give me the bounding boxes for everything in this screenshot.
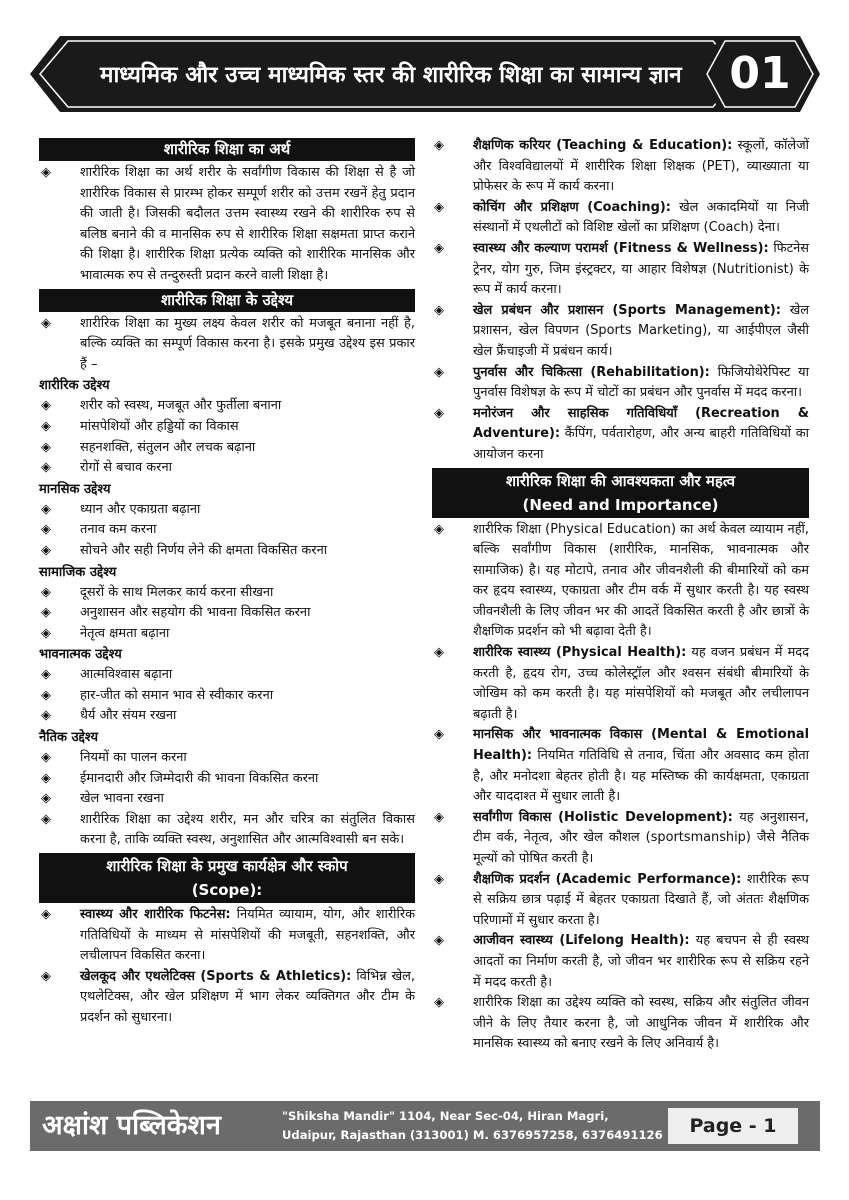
diamond-bullet-icon: ◈	[434, 521, 444, 537]
right-column	[432, 136, 809, 1055]
diamond-bullet-icon: ◈	[434, 405, 444, 421]
section-title-need: शारीरिक शिक्षा की आवश्यकता और महत्व (Need and Importance)	[432, 468, 809, 518]
diamond-bullet-icon: ◈	[41, 522, 51, 538]
list-item: ◈ अनुशासन और सहयोग की भावना विकसित करना	[39, 603, 415, 624]
diamond-bullet-icon: ◈	[41, 584, 51, 600]
publisher-brand: अक्षांश पब्लिकेशन	[42, 1110, 221, 1141]
list-item: ◈ नियमों का पालन करना	[39, 748, 415, 769]
subheading-social: सामाजिक उद्देश्य	[39, 564, 117, 580]
diamond-bullet-icon: ◈	[434, 995, 444, 1011]
list-item: ◈ सोचने और सही निर्णय लेने की क्षमता विकसित करना	[39, 541, 415, 562]
list-item: ◈ शरीर को स्वस्थ, मजबूत और फुर्तीला बनाना	[39, 396, 415, 417]
list-item: ◈ पुनर्वास और चिकित्सा (Rehabilitation): फिजियोथेरेपिस्ट या पुनर्वास विशेषज्ञ के रूप में चोटों का प्रबंधन और पुनर्वास में मदद करना।	[434, 364, 809, 401]
diamond-bullet-icon: ◈	[41, 667, 51, 683]
list-item: ◈ नेतृत्व क्षमता बढ़ाना	[39, 624, 415, 645]
list-item: ◈ कोचिंग और प्रशिक्षण (Coaching): खेल अकादमियों या निजी संस्थानों में एथलीटों को विशिष्ट खेलों का प्रशिक्षण (Coach) देना।	[434, 199, 809, 236]
subheading-physical: शारीरिक उद्देश्य	[39, 378, 110, 394]
list-item: ◈ खेलकूद और एथलेटिक्स (Sports & Athletics): विभिन्न खेल, एथलेटिक्स, और खेल प्रशिक्षण में भाग लेकर व्यक्तिगत और टीम के प्रदर्शन को सुधारना।	[41, 968, 415, 1025]
diamond-bullet-icon: ◈	[41, 750, 51, 766]
list-item: ◈ आजीवन स्वास्थ्य (Lifelong Health): यह बचपन से ही स्वस्थ आदतों का निर्माण करती है, जो जीवन भर शारीरिक रूप से सक्रिय रहने में मदद करती है।	[434, 933, 810, 990]
list-item: ◈ शारीरिक स्वास्थ्य (Physical Health): यह वजन प्रबंधन में मदद करती है, हृदय रोग, उच्च कोलेस्ट्रॉल और श्वसन संबंधी बीमारियों के जोखिम को कम करती है। यह मांसपेशियों को मजबूत और लचीलापन बढ़ाती है।	[434, 645, 809, 722]
diamond-bullet-icon: ◈	[434, 302, 444, 318]
diamond-bullet-icon: ◈	[41, 811, 51, 827]
list-item: ◈ ध्यान और एकाग्रता बढ़ाना	[39, 500, 415, 521]
list-item: ◈ शैक्षणिक करियर (Teaching & Education): स्कूलों, कॉलेजों और विश्वविद्यालयों में शारीरिक शिक्षा शिक्षक (PET), व्याख्याता या प्रोफेसर के रूप में कार्य करना।	[434, 138, 809, 195]
list-item: ◈ स्वास्थ्य और शारीरिक फिटनेस: नियमित व्यायाम, योग, और शारीरिक गतिविधियों के माध्यम से मांसपेशियों की मजबूती, सहनशक्ति, और लचीलापन विकसित करना।	[41, 907, 415, 964]
list-item: ◈ स्वास्थ्य और कल्याण परामर्श (Fitness & Wellness): फिटनेस ट्रेनर, योग गुरु, जिम इंस्ट्रक्टर, या आहार विशेषज्ञ (Nutritionist) के रूप में कार्य करना।	[434, 240, 809, 298]
subheading-mental: मानसिक उद्देश्य	[39, 481, 111, 497]
left-column	[39, 136, 415, 1029]
diamond-bullet-icon: ◈	[434, 645, 444, 661]
chapter-title: माध्यमिक और उच्च माध्यमिक स्तर की शारीरिक शिक्षा का सामान्य ज्ञान	[100, 62, 682, 88]
diamond-bullet-icon: ◈	[41, 907, 51, 923]
list-item: ◈ मनोरंजन और साहसिक गतिविधियाँ (Recreation & Adventure): कैंपिंग, पर्वतारोहण, और अन्य बाहरी गतिविधियों का आयोजन करना	[434, 405, 809, 462]
section-title-objectives: शारीरिक शिक्षा के उद्देश्य	[39, 289, 415, 312]
diamond-bullet-icon: ◈	[41, 460, 51, 476]
diamond-bullet-icon: ◈	[41, 542, 51, 558]
list-item: ◈ तनाव कम करना	[39, 520, 415, 541]
diamond-bullet-icon: ◈	[41, 398, 51, 414]
diamond-bullet-icon: ◈	[41, 770, 51, 786]
diamond-bullet-icon: ◈	[41, 165, 51, 180]
section-title-meaning: शारीरिक शिक्षा का अर्थ	[39, 138, 415, 161]
list-item: ◈ शारीरिक शिक्षा का मुख्य लक्ष्य केवल शरीर को मजबूत बनाना नहीं है, बल्कि व्यक्ति का सम्पूर्ण विकास करना है। इसके प्रमुख उद्देश्य इस प्रकार हैं –	[41, 315, 415, 372]
diamond-bullet-icon: ◈	[41, 439, 51, 455]
list-item: ◈ मानसिक और भावनात्मक विकास (Mental & Emotional Health): नियमित गतिविधि से तनाव, चिंता और अवसाद कम होता है, और मनोदशा बेहतर होती है। यह मस्तिष्क की कार्यक्षमता, एकाग्रता और याददाश्त में सुधार लाती है।	[434, 727, 809, 805]
list-item: ◈ हार-जीत को समान भाव से स्वीकार करना	[39, 686, 415, 707]
list-item: ◈ शैक्षणिक प्रदर्शन (Academic Performance): शारीरिक रूप से सक्रिय छात्र पढ़ाई में बेहतर एकाग्रता दिखाते हैं, जो अंततः शैक्षणिक परिणामों में सुधार करता है।	[434, 871, 810, 928]
diamond-bullet-icon: ◈	[41, 605, 51, 621]
list-item: ◈ आत्मविश्वास बढ़ाना	[39, 665, 415, 686]
page-footer	[30, 1101, 820, 1151]
subheading-emotional: भावनात्मक उद्देश्य	[39, 647, 122, 663]
diamond-bullet-icon: ◈	[41, 501, 51, 517]
diamond-bullet-icon: ◈	[434, 809, 444, 825]
list-item: ◈ धैर्य और संयम रखना	[39, 706, 415, 727]
diamond-bullet-icon: ◈	[434, 871, 444, 887]
diamond-bullet-icon: ◈	[434, 727, 444, 743]
diamond-bullet-icon: ◈	[41, 687, 51, 703]
list-item: ◈ शारीरिक शिक्षा का उद्देश्य व्यक्ति को स्वस्थ, सक्रिय और संतुलित जीवन जीने के लिए तैयार करना है, जो आधुनिक जीवन में शारीरिक और मानसिक स्वास्थ्य को बनाए रखने के लिए अनिवार्य है।	[434, 995, 809, 1052]
diamond-bullet-icon: ◈	[434, 199, 444, 215]
diamond-bullet-icon: ◈	[41, 625, 51, 641]
list-item: ◈ शारीरिक शिक्षा (Physical Education) का अर्थ केवल व्यायाम नहीं, बल्कि सर्वांगीण विकास (शारीरिक, मानसिक, भावनात्मक और सामाजिक) है। यह मोटापे, तनाव और जीवनशैली की बीमारियों को कम कर हृदय स्वास्थ्य, एकाग्रता और टीम वर्क में सुधार करती है। यह स्वस्थ जीवनशैली के लिए जीवन भर की आदतें विकसित करती है और छात्रों के शैक्षणिक प्रदर्शन को भी बढ़ावा देती है।	[434, 521, 809, 640]
section-title-scope: शारीरिक शिक्षा के प्रमुख कार्यक्षेत्र और स्कोप (Scope):	[39, 853, 415, 903]
diamond-bullet-icon: ◈	[41, 708, 51, 724]
list-item: ◈ दूसरों के साथ मिलकर कार्य करना सीखना	[39, 583, 415, 604]
subheading-moral: नैतिक उद्देश्य	[39, 730, 98, 746]
diamond-bullet-icon: ◈	[434, 364, 444, 380]
list-item: ◈ खेल भावना रखना	[39, 789, 415, 810]
list-item: ◈ सर्वांगीण विकास (Holistic Development): यह अनुशासन, टीम वर्क, नेतृत्व, और खेल कौशल (sportsmanship) जैसे नैतिक मूल्यों को पोषित करती है।	[434, 809, 810, 866]
diamond-bullet-icon: ◈	[41, 418, 51, 434]
publisher-address: "Shiksha Mandir" 1104, Near Sec-04, Hiran Magri, Udaipur, Rajasthan (313001) M. 6376957258, 6376491126	[282, 1109, 663, 1142]
chapter-number: 01	[729, 48, 791, 99]
diamond-bullet-icon: ◈	[41, 968, 51, 984]
diamond-bullet-icon: ◈	[434, 138, 444, 153]
diamond-bullet-icon: ◈	[434, 933, 444, 949]
diamond-bullet-icon: ◈	[41, 315, 51, 331]
list-item: ◈ सहनशक्ति, संतुलन और लचक बढ़ाना	[39, 438, 415, 459]
diamond-bullet-icon: ◈	[434, 240, 444, 256]
diamond-bullet-icon: ◈	[41, 791, 51, 807]
list-item: ◈ खेल प्रबंधन और प्रशासन (Sports Management): खेल प्रशासन, खेल विपणन (Sports Marketing), या आईपीएल जैसी खेल फ्रैंचाइजी में प्रबंधन कार्य।	[434, 302, 809, 359]
chapter-header	[30, 36, 820, 112]
page-number: Page - 1	[668, 1108, 798, 1144]
list-item: ◈ शारीरिक शिक्षा का अर्थ शरीर के सर्वांगीण विकास की शिक्षा से है जो शारीरिक विकास से प्रारम्भ होकर सम्पूर्ण शरीर को उत्तम रखनें हेतु प्रदान की जाती है। जिसकी बदौलत उत्तम स्वास्थ्य रखने की शारीरिक रुप से बलिष्ठ बनाने की व मानसिक रुप से शारीरिक शिक्षा सक्षमता प्राप्त कराने की शिक्षा है। शारीरिक शिक्षा प्रत्येक व्यक्ति को शारीरिक मानसिक और भावात्मक रुप से तन्दुरुस्ती प्रदान करने वाली शिक्षा है।	[41, 165, 415, 283]
list-item: ◈ रोगों से बचाव करना	[39, 458, 415, 479]
list-item: ◈ शारीरिक शिक्षा का उद्देश्य शरीर, मन और चरित्र का संतुलित विकास करना है, ताकि व्यक्ति स्वस्थ, अनुशासित और आत्मविश्वासी बन सके।	[41, 811, 415, 848]
list-item: ◈ ईमानदारी और जिम्मेदारी की भावना विकसित करना	[39, 769, 415, 790]
list-item: ◈ मांसपेशियों और हड्डियों का विकास	[39, 417, 415, 438]
